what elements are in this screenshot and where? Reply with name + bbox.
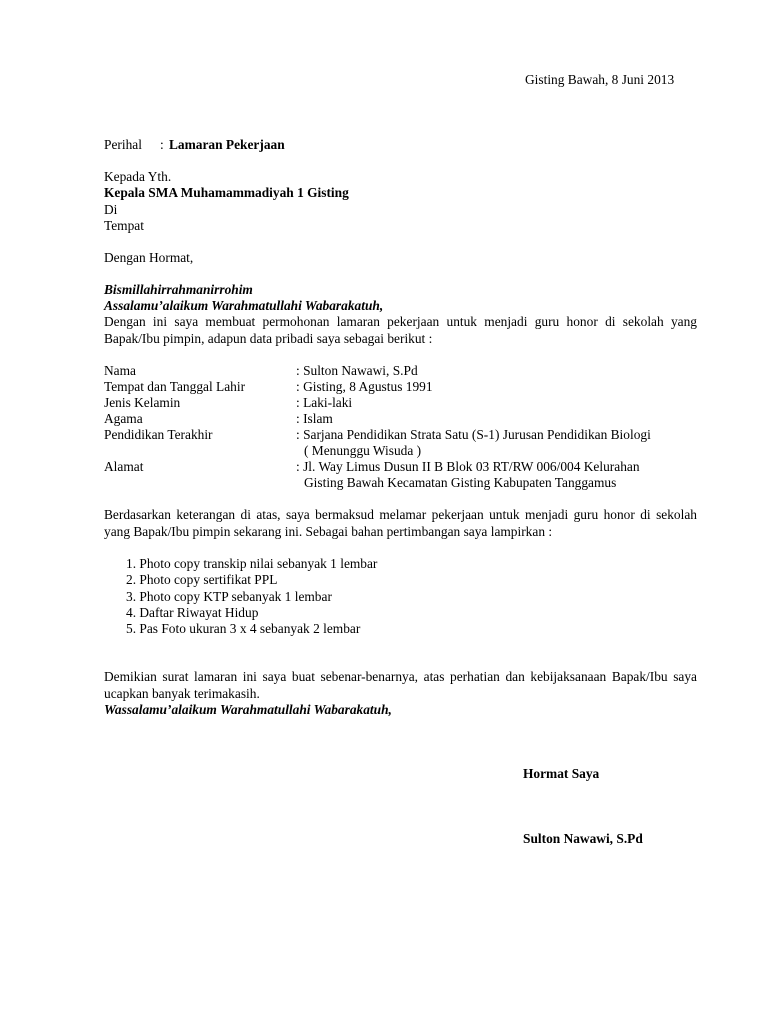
basmalah: Bismillahirrahmanirrohim [104,282,253,297]
field-label: Tempat dan Tanggal Lahir [104,379,246,394]
field-value: : Sulton Nawawi, S.Pd [296,363,418,378]
field-row-agama [104,411,704,427]
field-value: : Sarjana Pendidikan Strata Satu (S-1) Jurusan Pendidikan Biologi [296,427,651,442]
field-value: : Gisting, 8 Agustus 1991 [296,379,433,394]
address-continued: Gisting Bawah Kecamatan Gisting Kabupaten Tanggamus [304,475,617,490]
field-value: : Laki-laki [296,395,353,410]
recipient-place: Tempat [104,218,144,233]
field-row-ttl [104,379,704,395]
subject-value: Lamaran Pekerjaan [169,137,285,152]
closing-paragraph: Demikian surat lamaran ini saya buat sebenar-benarnya, atas perhatian dan kebijaksanaan Bapak/Ibu saya ucapkan banyak terimakasih. [104,669,697,701]
subject-label: Perihal [104,137,142,152]
field-label: Nama [104,363,136,378]
list-item: 4. Daftar Riwayat Hidup [126,604,259,620]
signature-name: Sulton Nawawi, S.Pd [523,831,643,846]
list-item: 1. Photo copy transkip nilai sebanyak 1 lembar [126,556,378,571]
list-item: 2. Photo copy sertifikat PPL [126,572,278,588]
education-note: ( Menunggu Wisuda ) [304,443,422,458]
field-label: Jenis Kelamin [104,395,181,410]
field-label: Pendidikan Terakhir [104,427,213,442]
field-label: Agama [104,411,143,426]
field-label: Alamat [104,459,144,474]
list-item: 5. Pas Foto ukuran 3 x 4 sebanyak 2 lembar [126,621,361,637]
recipient-di: Di [104,202,118,217]
place-date: Gisting Bawah, 8 Juni 2013 [525,72,675,87]
closing-salam: Wassalamu’alaikum Warahmatullahi Wabarakatuh, [104,702,392,717]
list-item: 3. Photo copy KTP sebanyak 1 lembar [126,588,332,604]
body-paragraph: Berdasarkan keterangan di atas, saya bermaksud melamar pekerjaan untuk menjadi guru honor di sekolah yang Bapak/Ibu pimpin sekarang ini. Sebagai bahan pertimbangan saya lampirkan : [104,507,697,539]
recipient-name: Kepala SMA Muhamammadiyah 1 Gisting [104,185,349,200]
recipient-greeting: Kepada Yth. [104,169,172,184]
opening-salam: Assalamu’alaikum Warahmatullahi Wabarakatuh, [104,298,384,313]
attachment-list [126,556,377,637]
signature-regards: Hormat Saya [523,766,600,781]
field-row-pendidikan [104,427,704,443]
field-value: : Jl. Way Limus Dusun II B Blok 03 RT/RW 006/004 Kelurahan [296,459,640,474]
field-row-jenis-kelamin [104,395,704,411]
intro-paragraph: Dengan ini saya membuat permohonan lamaran pekerjaan untuk menjadi guru honor di sekolah yang Bapak/Ibu pimpin, adapun data pribadi saya sebagai berikut : [104,314,697,346]
field-row-alamat [104,459,704,475]
field-row-nama [104,363,704,379]
subject-separator: : [160,137,164,152]
salutation: Dengan Hormat, [104,250,194,265]
field-value: : Islam [296,411,333,426]
